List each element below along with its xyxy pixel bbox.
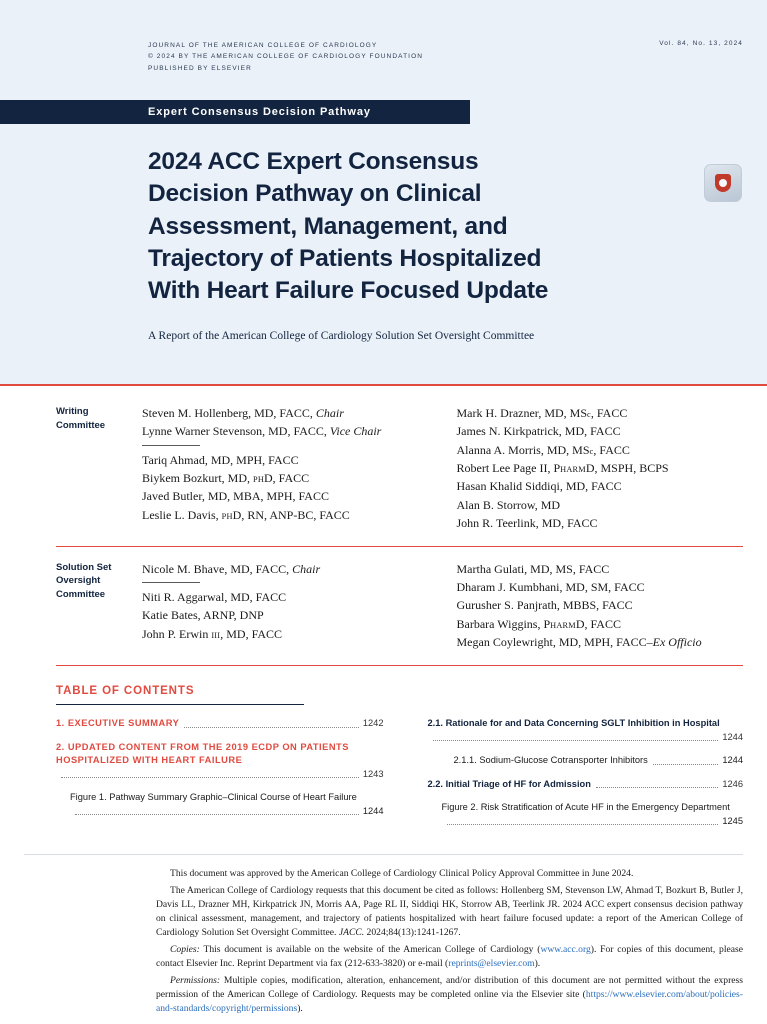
acc-seal-icon: [704, 164, 742, 202]
committee-member: Martha Gulati, MD, MS, FACC: [456, 561, 610, 576]
copies-label: Copies:: [170, 944, 200, 956]
reprints-email-link[interactable]: reprints@elsevier.com: [448, 958, 535, 970]
toc-leader-dots: [653, 764, 719, 765]
footnotes-section: [24, 854, 743, 1016]
title-block: [0, 124, 560, 342]
toc-item-label: 1. EXECUTIVE SUMMARY: [56, 718, 180, 729]
toc-item-figure-1[interactable]: [56, 791, 384, 818]
acc-website-link[interactable]: www.acc.org: [540, 944, 591, 956]
committee-member: James N. Kirkpatrick, MD, FACC: [456, 424, 621, 439]
document-type-banner: [0, 100, 470, 124]
committee-member: John P. Erwin III, MD, FACC: [142, 626, 283, 641]
toc-item-sglt-inhibitors[interactable]: [428, 754, 744, 767]
approval-note: This document was approved by the American College of Cardiology Clinical Policy Approval Committee in June 2024.: [170, 868, 634, 880]
committee-divider: [56, 546, 743, 547]
copies-text-pre: This document is available on the website of the American College of Cardiology (: [199, 944, 541, 956]
toc-leader-dots: [596, 787, 718, 788]
toc-item-leader-row: [70, 805, 384, 818]
committee-chair: Nicole M. Bhave, MD, FACC, Chair: [142, 561, 321, 576]
table-of-contents: [0, 679, 767, 838]
journal-info: [0, 40, 767, 74]
toc-page-number: 1245: [722, 815, 743, 826]
committee-member: Robert Lee Page II, PHARMD, MSPH, BCPS: [456, 461, 669, 476]
toc-item-label: Figure 1. Pathway Summary Graphic–Clinical Course of Heart Failure: [70, 792, 357, 803]
toc-page-number: 1246: [722, 778, 743, 789]
committee-member: Alanna A. Morris, MD, MSc, FACC: [456, 442, 630, 457]
writing-committee: [24, 404, 743, 533]
toc-page-number: 1244: [722, 755, 743, 766]
toc-column-right: [400, 717, 744, 838]
toc-page-number: 1244: [722, 731, 743, 742]
oversight-committee-right: [443, 560, 744, 652]
toc-leader-dots: [433, 740, 719, 741]
label-line: Committee: [56, 589, 106, 601]
toc-column-left: [56, 717, 400, 838]
toc-item-label: 2.1.1. Sodium-Glucose Cotransporter Inhibitors: [453, 755, 648, 766]
committee-member: Gurusher S. Panjrath, MBBS, FACC: [456, 598, 633, 613]
writing-committee-right: [443, 404, 744, 533]
committee-member: Mark H. Drazner, MD, MSc, FACC: [456, 406, 628, 420]
copies-text-mid: ). For copies of this document, please contact Elsevier Inc. Reprint Department via fax (212-633-3820) or e-mail (: [156, 944, 744, 970]
toc-item-executive-summary[interactable]: [56, 717, 384, 730]
toc-leader-dots: [184, 727, 359, 728]
oversight-committee-left: [142, 560, 443, 652]
journal-copyright: © 2024 BY THE AMERICAN COLLEGE OF CARDIOLOGY FOUNDATION: [148, 53, 424, 61]
committee-member: Javed Butler, MD, MBA, MPH, FACC: [142, 489, 329, 504]
journal-publisher: PUBLISHED BY ELSEVIER: [148, 64, 252, 72]
permissions-text-end: ).: [297, 1003, 303, 1015]
permissions-text-pre: Multiple copies, modification, alteration, enhancement, and/or distribution of this document are not permitted without the express permission of the American College of Cardiology. Requests may be completed online via the Elsevier site (: [156, 975, 743, 1001]
writing-committee-left: [142, 404, 443, 533]
committee-member: Megan Coylewright, MD, MPH, FACC–Ex Officio: [456, 635, 702, 650]
volume-info: Vol. 84, No. 13, 2024: [659, 40, 743, 47]
toc-item-leader-row: [442, 815, 744, 828]
committee-vice-chair: Lynne Warner Stevenson, MD, FACC, Vice Chair: [142, 424, 382, 439]
seal-inner-shape: [715, 174, 731, 192]
permissions-label: Permissions:: [170, 975, 221, 987]
toc-item-leader-row: [56, 768, 384, 781]
toc-item-initial-triage[interactable]: [428, 778, 744, 791]
oversight-committee: [24, 560, 743, 652]
label-line: Writing: [56, 406, 89, 417]
toc-heading-rule: [56, 704, 304, 706]
toc-columns: [56, 717, 743, 838]
oversight-committee-label: [56, 560, 142, 652]
committee-member: Katie Bates, ARNP, DNP: [142, 608, 264, 623]
document-type-label: Expert Consensus Decision Pathway: [148, 106, 371, 119]
label-line: Oversight: [56, 575, 101, 587]
elsevier-permissions-link[interactable]: https://www.elsevier.com/about/policies-and-standards/copyright/permissions: [156, 989, 743, 1015]
chair-divider: [142, 582, 200, 583]
citation-text: The American College of Cardiology requests that this document be cited as follows: Hollenberg SM, Stevenson LW, Ahmad T, Bozkurt B, Butler J, Davis LL, Drazner MH, Kirkpatrick JN, Morris AA, Page RL II, Siddiqi HK, Storrow AB, Teerlink JR. 2024 ACC expert consensus decision pathway on clinical assessment, management, and trajectory of patients hospitalized with heart failure focused update: a report of the American College of Cardiology Solution Set Oversight Committee.: [156, 885, 743, 939]
citation-journal: JACC.: [338, 927, 365, 939]
toc-item-label: Figure 2. Risk Stratification of Acute HF in the Emergency Department: [441, 802, 730, 813]
toc-top-divider: [56, 665, 743, 666]
citation-reference: 2024;84(13):1241-1267.: [364, 927, 461, 939]
committee-member: Barbara Wiggins, PHARMD, FACC: [456, 616, 621, 631]
toc-page-number: 1243: [362, 768, 384, 779]
toc-page-number: 1244: [362, 805, 384, 816]
committee-member: Hasan Khalid Siddiqi, MD, FACC: [456, 479, 622, 494]
toc-leader-dots: [75, 814, 359, 815]
masthead: [0, 0, 767, 384]
writing-committee-label: [56, 404, 142, 533]
page-subtitle: A Report of the American College of Cardiology Solution Set Oversight Committee: [148, 329, 535, 342]
committee-member: Alan B. Storrow, MD: [456, 497, 561, 512]
toc-leader-dots: [447, 824, 719, 825]
committee-member: Niti R. Aggarwal, MD, FACC: [142, 590, 287, 605]
toc-item-figure-2[interactable]: [428, 801, 744, 828]
toc-heading: TABLE OF CONTENTS: [56, 684, 195, 697]
committee-member: Dharam J. Kumbhani, MD, SM, FACC: [456, 580, 645, 595]
toc-item-label: 2.1. Rationale for and Data Concerning SGLT Inhibition in Hospital: [427, 718, 720, 729]
permissions-note: [156, 974, 743, 1016]
committee-member: Leslie L. Davis, PHD, RN, ANP-BC, FACC: [142, 507, 350, 522]
copies-text-end: ).: [534, 958, 541, 970]
toc-item-sglt-rationale[interactable]: [428, 717, 744, 744]
chair-divider: [142, 445, 200, 446]
label-line: Solution Set: [56, 561, 112, 573]
copies-note: [156, 943, 743, 971]
committee-member: Biykem Bozkurt, MD, PHD, FACC: [142, 471, 310, 486]
toc-item-label: 2. UPDATED CONTENT FROM THE 2019 ECDP ON PATIENTS HOSPITALIZED WITH HEART FAILURE: [56, 741, 349, 766]
citation-note: [156, 884, 743, 940]
toc-page-number: 1242: [362, 718, 384, 729]
toc-item-label: 2.2. Initial Triage of HF for Admission: [427, 778, 591, 789]
label-line: Committee: [56, 419, 106, 431]
committee-member: Tariq Ahmad, MD, MPH, FACC: [142, 452, 299, 467]
oversight-committee-columns: [142, 560, 743, 652]
committee-chair: Steven M. Hollenberg, MD, FACC, Chair: [142, 406, 344, 420]
writing-committee-columns: [142, 404, 743, 533]
journal-name: JOURNAL OF THE AMERICAN COLLEGE OF CARDIOLOGY: [148, 42, 378, 49]
committees-section: [0, 386, 767, 666]
page-title: 2024 ACC Expert Consensus Decision Pathway on Clinical Assessment, Management, and Trajectory of Patients Hospitalized With Heart Failure Focused Update: [148, 148, 549, 305]
committee-member: John R. Teerlink, MD, FACC: [456, 516, 598, 531]
toc-leader-dots: [61, 777, 359, 778]
toc-item-leader-row: [428, 731, 744, 744]
toc-item-updated-content[interactable]: [56, 741, 384, 781]
